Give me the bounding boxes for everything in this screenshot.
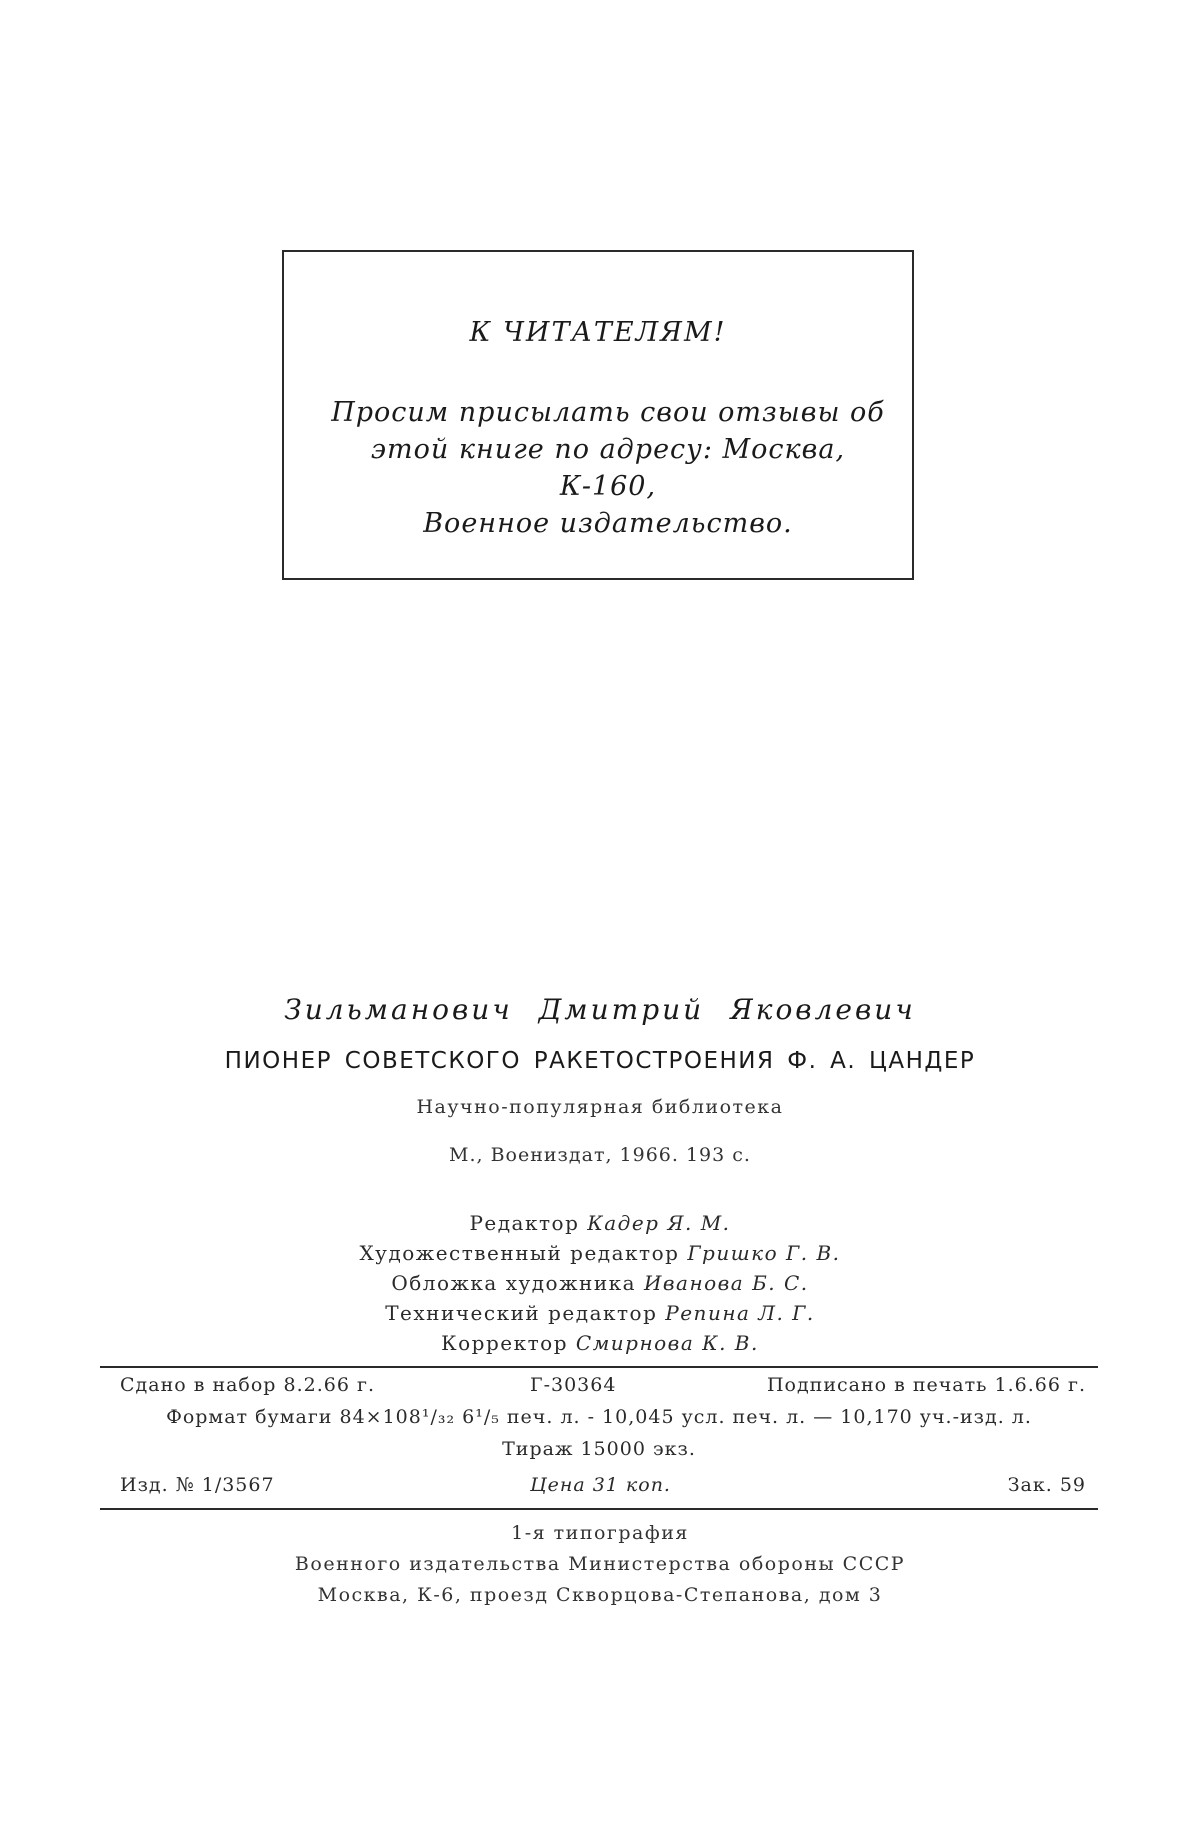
reader-notice-box	[282, 250, 914, 580]
credit-name: Смирнова К. В.	[575, 1331, 759, 1355]
book-author: Зильманович Дмитрий Яковлевич	[284, 993, 916, 1026]
notice-title: К ЧИТАТЕЛЯМ!	[469, 317, 727, 348]
submitted-date: Сдано в набор 8.2.66 г.	[120, 1374, 375, 1396]
credit-row	[0, 1298, 1200, 1328]
credit-role: Технический редактор	[385, 1301, 658, 1325]
order-number: Зак. 59	[1007, 1474, 1086, 1496]
credits-list	[0, 1208, 1200, 1358]
book-series: Научно-популярная библиотека	[416, 1096, 784, 1118]
credit-role: Обложка художника	[391, 1271, 637, 1295]
printer-line: Москва, К-6, проезд Скворцова-Степанова, дом 3	[317, 1584, 883, 1606]
printer-line: 1-я типография	[511, 1522, 689, 1544]
print-run: Тираж 15000 экз.	[502, 1438, 696, 1460]
price: Цена 31 коп.	[530, 1474, 671, 1496]
signed-date: Подписано в печать 1.6.66 г.	[766, 1374, 1086, 1396]
notice-line: Просим присылать свои отзывы об	[331, 397, 885, 428]
publisher-info: М., Воениздат, 1966. 193 с.	[449, 1144, 751, 1166]
notice-body	[324, 394, 892, 542]
censor-code: Г-30364	[530, 1374, 617, 1396]
credit-name: Иванова Б. С.	[643, 1271, 809, 1295]
credit-name: Кадер Я. М.	[587, 1211, 731, 1235]
credit-name: Репина Л. Г.	[665, 1301, 815, 1325]
colophon-top-rule	[100, 1366, 1098, 1368]
credit-role: Редактор	[469, 1211, 580, 1235]
credit-row	[0, 1208, 1200, 1238]
credit-role: Художественный редактор	[359, 1241, 680, 1265]
credit-row	[0, 1238, 1200, 1268]
paper-format: Формат бумаги 84×108¹/₃₂ 6¹/₅ печ. л. - 10,045 усл. печ. л. — 10,170 уч.-изд. л.	[166, 1406, 1032, 1428]
credit-role: Корректор	[441, 1331, 569, 1355]
printer-info	[0, 1518, 1200, 1611]
colophon-bottom-rule	[100, 1508, 1098, 1510]
notice-line: Военное издательство.	[423, 508, 793, 539]
credit-name: Гришко Г. В.	[687, 1241, 841, 1265]
credit-row	[0, 1268, 1200, 1298]
book-title: ПИОНЕР СОВЕТСКОГО РАКЕТОСТРОЕНИЯ Ф. А. ЦАНДЕР	[224, 1048, 976, 1074]
edition-number: Изд. № 1/3567	[120, 1474, 275, 1496]
notice-line: этой книге по адресу: Москва, К-160,	[370, 434, 846, 502]
credit-row	[0, 1328, 1200, 1358]
printer-line: Военного издательства Министерства обороны СССР	[294, 1553, 906, 1575]
